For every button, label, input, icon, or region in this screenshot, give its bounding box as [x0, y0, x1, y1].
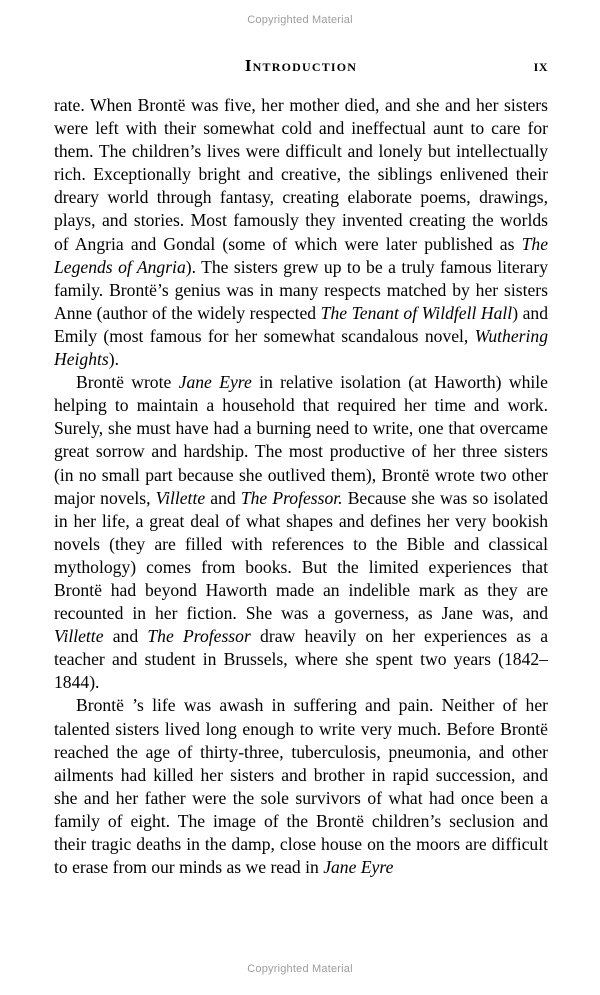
- copyright-watermark-top: Copyrighted Material: [247, 14, 353, 26]
- copyright-watermark-bottom: Copyrighted Material: [247, 963, 353, 975]
- body-text: [54, 94, 548, 879]
- page-header: [54, 56, 548, 80]
- paragraph-3: Brontë ’s life was awash in suffering and pain. Neither of her talented sisters lived long enough to write very much. Before Brontë reached the age of thirty-three, tuberculosis, pneumonia, and other ailments had killed her sisters and brother in rapid succession, and she and her father were the sole survivors of what had once been a family of eight. The image of the Brontë children’s seclusion and their tragic deaths in the damp, close house on the moors are difficult to erase from our minds as we read in Jane Eyre: [54, 695, 548, 878]
- paragraph-1: rate. When Brontë was five, her mother died, and she and her sisters were left with their somewhat cold and ineffectual aunt to care for them. The children’s lives were difficult and lonely but intellectually rich. Exceptionally bright and creative, the siblings enlivened their dreary world through fantasy, creating elaborate poems, drawings, plays, and stories. Most famously they invented creating the worlds of Angria and Gondal (some of which were later published as The Legends of Angria). The sisters grew up to be a truly famous literary family. Brontë’s genius was in many respects matched by her sisters Anne (author of the widely respected The Tenant of Wildfell Hall) and Emily (most famous for her somewhat scandalous novel, Wuthering Heights).: [54, 95, 548, 370]
- page-number: ix: [533, 56, 548, 75]
- paragraph-2: Brontë wrote Jane Eyre in relative isolation (at Haworth) while helping to maintain a household that required her time and work. Surely, she must have had a burning need to write, one that overcame great sorrow and hardship. The most productive of her three sisters (in no small part because she outlived them), Brontë wrote two other major novels, Villette and The Professor. Because she was so isolated in her life, a great deal of what shapes and defines her very bookish novels (they are filled with references to the Bible and classical mythology) comes from books. But the limited experiences that Brontë had beyond Haworth made an indelible mark as they are recounted in her fiction. She was a governess, as Jane was, and Villette and The Professor draw heavily on her experiences as a teacher and student in Brussels, where she spent two years (1842–1844).: [54, 372, 549, 693]
- running-head: Introduction: [244, 56, 358, 75]
